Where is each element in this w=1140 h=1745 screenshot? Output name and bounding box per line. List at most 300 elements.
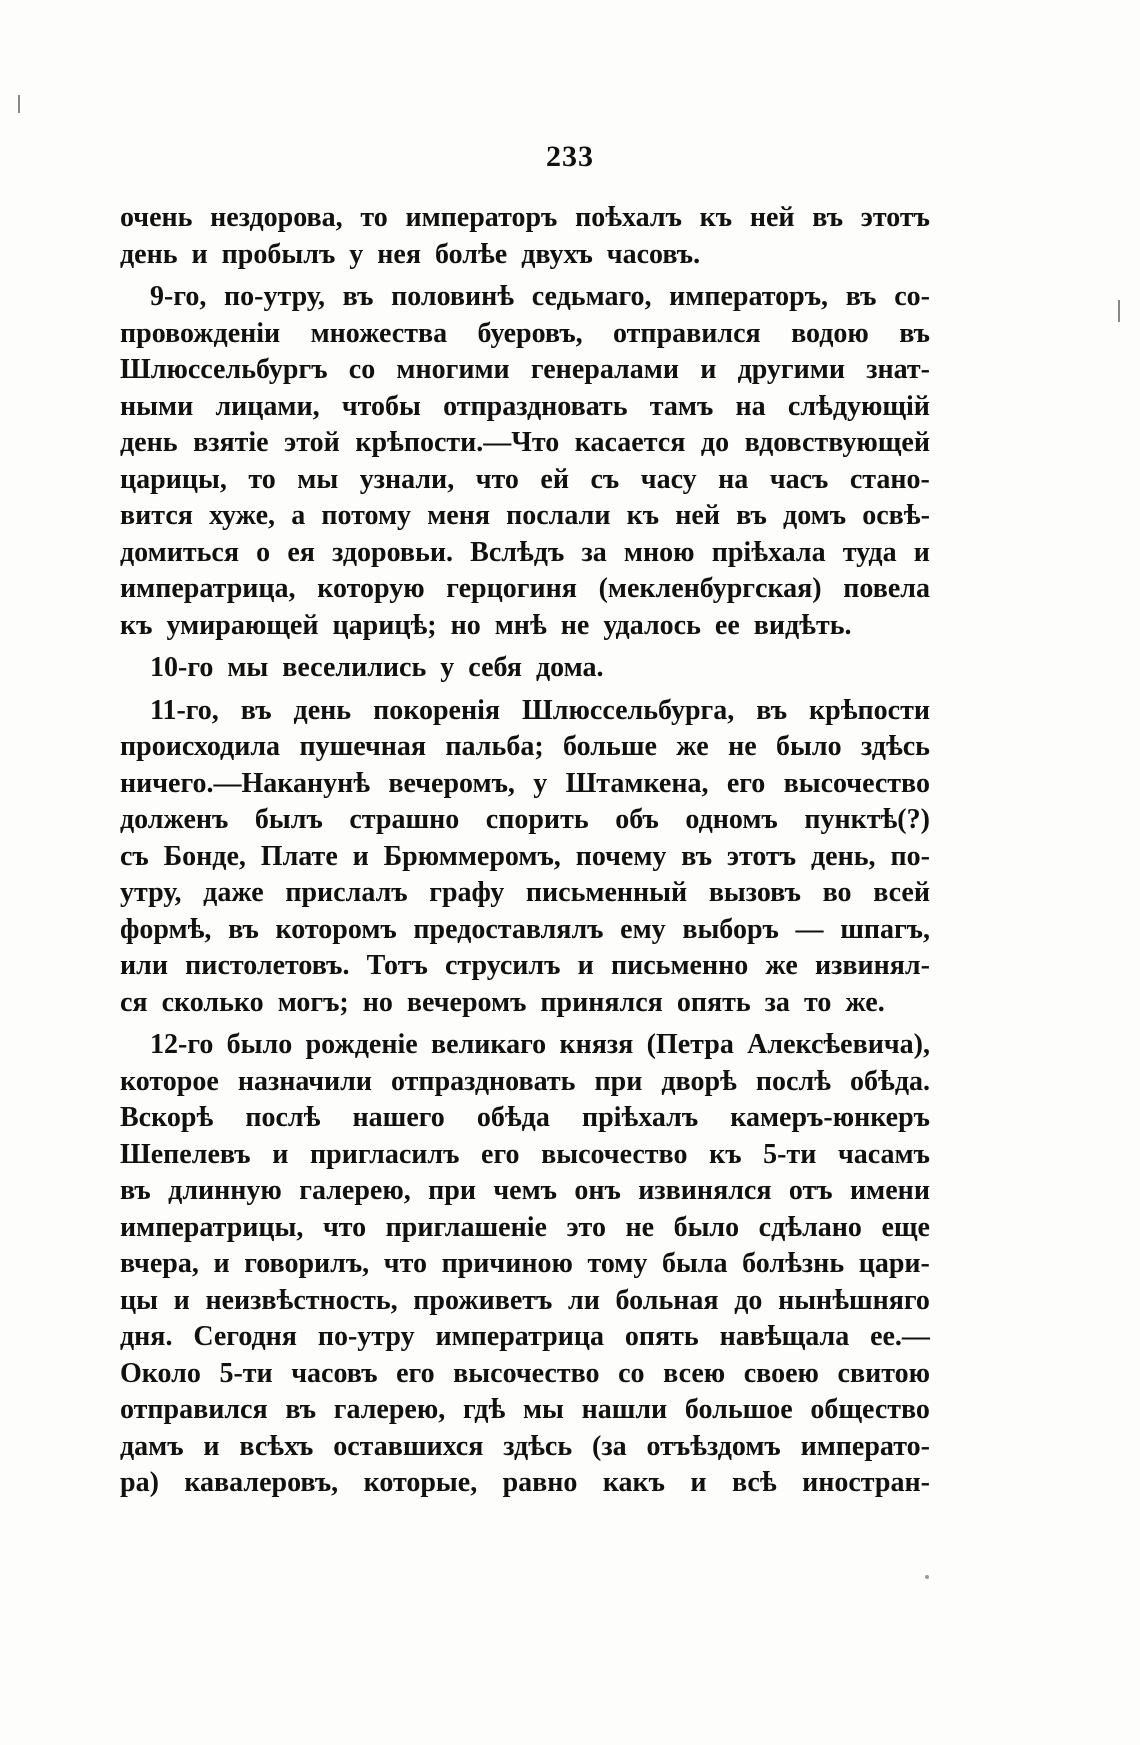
word: стано- — [849, 463, 930, 495]
word: его — [396, 1357, 435, 1389]
word: въ — [240, 694, 272, 726]
word: и — [700, 354, 717, 385]
word: кавалеровъ, — [184, 1467, 339, 1498]
word: долженъ — [120, 804, 229, 835]
word: что — [383, 1248, 427, 1279]
word: чтобы — [341, 390, 421, 422]
word: тому — [587, 1248, 648, 1279]
word: какъ — [602, 1467, 666, 1498]
text-line — [120, 1246, 930, 1283]
word: общество — [810, 1394, 930, 1425]
word: мы — [297, 463, 339, 495]
text-line — [120, 389, 930, 426]
word: ея — [287, 536, 315, 568]
word: касается — [574, 427, 686, 458]
word: шпагъ, — [840, 913, 930, 945]
text-line — [120, 1137, 930, 1174]
word: 10-го — [150, 652, 214, 683]
word: въ — [812, 202, 844, 233]
word: нашего — [352, 1102, 445, 1133]
word: болѣе — [435, 238, 508, 270]
word: ее — [714, 609, 740, 641]
word: извинял- — [814, 950, 930, 981]
word: ничего.—Наканунѣ — [120, 767, 371, 799]
text-line — [120, 352, 930, 389]
word: но — [362, 986, 393, 1018]
word: и — [213, 1248, 230, 1279]
word: и — [272, 1138, 289, 1170]
word: которую — [317, 573, 425, 604]
word: пригласилъ — [309, 1138, 460, 1170]
word: высочество — [783, 767, 930, 799]
word: послѣ — [245, 1102, 321, 1133]
word: день — [120, 427, 178, 458]
word: ней — [749, 202, 795, 233]
word: камеръ-юнкеръ — [730, 1102, 930, 1133]
text-line — [120, 571, 930, 608]
text-line — [120, 985, 930, 1022]
word: до — [700, 427, 730, 458]
word: (Петра — [646, 1029, 734, 1060]
word: вится — [120, 500, 193, 531]
text-line — [120, 1392, 930, 1429]
word: ли — [568, 1284, 600, 1316]
word: его — [481, 1138, 520, 1170]
word: меня — [427, 500, 490, 531]
word: 5-ти — [763, 1138, 817, 1170]
text-line — [120, 802, 930, 839]
text-line — [120, 693, 930, 730]
text-line — [120, 316, 930, 353]
word: двухъ — [521, 238, 593, 270]
word: въ — [342, 281, 374, 312]
text-line — [120, 729, 930, 766]
word: другими — [737, 354, 845, 385]
word: удалось — [603, 609, 701, 641]
text-line — [120, 1465, 930, 1502]
word: потому — [321, 500, 412, 531]
word: императрица, — [120, 573, 296, 604]
word: чемъ — [493, 1175, 558, 1206]
word: видѣть. — [753, 609, 852, 641]
word: ей — [540, 463, 569, 495]
word: пробылъ — [221, 238, 336, 270]
word: всею — [663, 1357, 726, 1389]
word: умирающей — [166, 609, 319, 641]
word: которое — [120, 1065, 219, 1097]
word: сколько — [161, 986, 264, 1018]
text-line — [120, 1319, 930, 1356]
word: хуже, — [209, 500, 276, 531]
scan-edge-mark — [18, 95, 20, 113]
word: и — [352, 840, 369, 872]
text-line — [120, 875, 930, 912]
text-line — [120, 200, 930, 237]
word: за — [581, 536, 607, 568]
word: была — [661, 1248, 728, 1279]
word: по- — [890, 840, 930, 872]
word: обѣда — [476, 1102, 550, 1133]
word: что — [475, 463, 519, 495]
word: у — [533, 767, 548, 799]
word: не — [560, 609, 590, 641]
word: со- — [894, 281, 930, 312]
word: даже — [203, 877, 264, 908]
word: навѣщала — [719, 1321, 850, 1352]
word: и — [191, 238, 208, 270]
word: день — [120, 238, 178, 270]
word: извинялся — [638, 1175, 772, 1206]
word: Сегодня — [193, 1321, 297, 1352]
word: приглашеніе — [385, 1211, 547, 1243]
word: вечеромъ, — [388, 767, 515, 799]
word: формѣ, — [120, 913, 212, 945]
text-line — [120, 766, 930, 803]
word: императоръ, — [669, 281, 829, 312]
word: же — [676, 731, 709, 762]
word: предоставлялъ — [413, 913, 604, 945]
word: неизвѣстность, — [205, 1284, 398, 1316]
word: галерею, — [299, 1175, 411, 1206]
word: онъ — [574, 1175, 621, 1206]
word: герцогиня — [446, 573, 577, 604]
word: буеровъ, — [477, 317, 583, 349]
word: слѣдующій — [787, 390, 930, 422]
word: нездорова, — [210, 202, 343, 233]
word: иностран- — [802, 1467, 930, 1498]
word: узнали, — [359, 463, 455, 495]
word: пунктѣ(?) — [804, 804, 930, 835]
word: — — [795, 913, 824, 945]
word: оставшихся — [333, 1430, 484, 1462]
text-line — [120, 237, 930, 274]
word: веселились — [282, 652, 427, 683]
word: высочество — [541, 1138, 688, 1170]
word: въ — [736, 500, 767, 531]
word: ее.— — [870, 1321, 930, 1352]
word: больше — [563, 731, 657, 762]
word: въ — [681, 840, 713, 872]
word: къ — [626, 500, 660, 531]
word: мнѣ — [494, 609, 547, 641]
word: пальба; — [445, 731, 544, 762]
word: и — [173, 1284, 190, 1316]
word: ся — [120, 986, 148, 1018]
text-line — [120, 1100, 930, 1137]
word: выборъ — [682, 913, 779, 945]
word: послѣ — [755, 1065, 831, 1097]
word: дамъ — [120, 1430, 184, 1462]
word: своею — [743, 1357, 819, 1389]
word: Штамкена, — [565, 767, 709, 799]
word: же. — [845, 986, 885, 1018]
word: утру, — [120, 877, 182, 908]
text-line — [120, 650, 930, 687]
word: высочество — [453, 1357, 600, 1389]
word: ней — [675, 500, 720, 531]
word: въ — [120, 1175, 151, 1206]
word: за — [764, 986, 790, 1018]
text-line — [120, 1064, 930, 1101]
word: дома. — [535, 652, 604, 683]
word: свитою — [837, 1357, 930, 1389]
word: въ — [756, 694, 788, 726]
word: дворѣ — [661, 1065, 737, 1097]
word: же — [765, 950, 798, 981]
word: опять — [624, 1321, 699, 1352]
word: съ — [120, 840, 149, 872]
word: 5-ти — [219, 1357, 273, 1389]
word: и — [203, 1430, 220, 1462]
word: до — [734, 1284, 763, 1316]
word: къ — [120, 609, 153, 641]
word: въ — [285, 1394, 317, 1425]
word: но — [450, 609, 481, 641]
word: въ — [899, 317, 930, 349]
word: гдѣ — [462, 1394, 506, 1425]
word: царицѣ; — [332, 609, 437, 641]
word: Вслѣдъ — [470, 536, 565, 568]
word: отправился — [613, 317, 761, 349]
word: длинную — [168, 1175, 282, 1206]
word: этой — [284, 427, 340, 458]
word: отпраздновать — [391, 1065, 576, 1097]
word: галерею, — [333, 1394, 446, 1425]
word: отправился — [120, 1394, 268, 1425]
word: цари- — [858, 1248, 930, 1279]
word: этотъ — [860, 202, 930, 233]
word: здѣсь — [861, 731, 930, 762]
word: императоръ — [405, 202, 558, 233]
text-line — [120, 498, 930, 535]
word: здѣсь — [503, 1430, 573, 1462]
word: часамъ — [837, 1138, 930, 1170]
word: седьмаго, — [531, 281, 652, 312]
word: имени — [850, 1175, 930, 1206]
word: 12-го — [150, 1029, 214, 1060]
word: здоровьи. — [332, 536, 453, 568]
word: отпраздновать — [443, 390, 628, 422]
word: пріѣхала — [711, 536, 826, 568]
word: болѣзнь — [742, 1248, 845, 1279]
word: князя — [559, 1029, 634, 1060]
word: отъѣздомъ — [646, 1430, 781, 1462]
word: (мекленбургская) — [598, 573, 822, 604]
word: у — [349, 238, 364, 270]
word: происходила — [120, 731, 281, 762]
word: ра) — [120, 1467, 159, 1498]
word: всѣхъ — [239, 1430, 314, 1462]
word: послали — [506, 500, 611, 531]
word: отъ — [788, 1175, 833, 1206]
word: туда — [842, 536, 897, 568]
word: 9-го, — [150, 281, 207, 312]
word: и — [913, 536, 930, 568]
word: принялся — [540, 986, 663, 1018]
word: рожденіе — [305, 1029, 418, 1060]
word: страшно — [349, 804, 460, 835]
word: генералами — [530, 354, 679, 385]
word: Шепелевъ — [120, 1138, 251, 1170]
word: при — [594, 1065, 643, 1097]
word: больная — [615, 1284, 719, 1316]
word: которомъ — [275, 913, 397, 945]
text-line — [120, 1027, 930, 1064]
word: то — [248, 463, 276, 495]
word: покоренія — [373, 694, 501, 726]
word: при — [428, 1175, 476, 1206]
word: спорить — [485, 804, 589, 835]
word: себя — [468, 652, 522, 683]
scan-edge-mark — [1118, 300, 1120, 322]
word: вчера, — [120, 1248, 199, 1279]
word: пріѣхалъ — [581, 1102, 699, 1133]
word: во — [822, 877, 852, 908]
word: со — [348, 354, 376, 385]
word: Алексѣевича), — [747, 1029, 930, 1060]
word: дня. — [120, 1321, 173, 1352]
word: почему — [575, 840, 667, 872]
word: Шлюссельбурга, — [522, 694, 735, 726]
word: проживетъ — [413, 1284, 553, 1316]
text-line — [120, 1173, 930, 1210]
word: день — [293, 694, 352, 726]
word: Бонде, — [163, 840, 246, 872]
word: (за — [592, 1430, 627, 1462]
word: вызовъ — [708, 877, 801, 908]
text-line — [120, 1356, 930, 1393]
word: которые, — [363, 1467, 478, 1498]
word: о — [256, 536, 271, 568]
word: крѣпости — [809, 694, 930, 726]
word: мною — [623, 536, 695, 568]
word: ему — [620, 913, 666, 945]
word: ными — [120, 390, 194, 422]
word: крѣпости.—Что — [355, 427, 560, 458]
word: къ — [709, 1138, 742, 1170]
word: то — [803, 986, 832, 1018]
word: Около — [120, 1357, 201, 1389]
word: освѣ- — [862, 500, 930, 531]
word: царицы, — [120, 463, 227, 495]
word: а — [291, 500, 306, 531]
text-line — [120, 839, 930, 876]
word: назначили — [237, 1065, 372, 1097]
word: вдовствующей — [744, 427, 930, 458]
text-line — [120, 608, 930, 645]
word: Брюммеромъ, — [383, 840, 561, 872]
word: еще — [881, 1211, 930, 1243]
word: Плате — [260, 840, 338, 872]
word: поѣхалъ — [575, 202, 682, 233]
text-line — [120, 462, 930, 499]
word: императрицы, — [120, 1211, 304, 1243]
word: часовъ. — [606, 238, 701, 270]
word: говорилъ, — [244, 1248, 370, 1279]
word: императрица — [435, 1321, 604, 1352]
word: пистолетовъ. — [185, 950, 350, 981]
word: пушечная — [299, 731, 427, 762]
word: было — [226, 1029, 293, 1060]
text-line — [120, 1283, 930, 1320]
word: что — [322, 1211, 367, 1243]
word: на — [735, 390, 766, 422]
word: съ — [590, 463, 620, 495]
word: объ — [615, 804, 659, 835]
word: у — [440, 652, 455, 683]
word: половинѣ — [391, 281, 515, 312]
word: былъ — [254, 804, 323, 835]
word: вечеромъ — [406, 986, 527, 1018]
text-line — [120, 948, 930, 985]
word: цы — [120, 1284, 158, 1316]
word: письменный — [525, 877, 688, 908]
scan-speck — [925, 1575, 929, 1579]
word: причиною — [441, 1248, 573, 1279]
text-line — [120, 535, 930, 572]
word: Тотъ — [366, 950, 428, 981]
word: на — [718, 463, 749, 495]
word: въ — [228, 913, 259, 945]
word: очень — [120, 202, 193, 233]
word: 11-го, — [150, 694, 219, 726]
word: къ — [699, 202, 733, 233]
word: и — [577, 950, 594, 981]
word: со — [618, 1357, 645, 1389]
word: и — [690, 1467, 707, 1498]
word: сдѣлано — [758, 1211, 862, 1243]
word: нашли — [581, 1394, 668, 1425]
text-line — [120, 425, 930, 462]
word: нынѣшняго — [778, 1284, 930, 1316]
word: множества — [310, 317, 448, 349]
word: прислалъ — [285, 877, 408, 908]
word: это — [566, 1211, 606, 1243]
word: великаго — [431, 1029, 547, 1060]
word: нея — [377, 238, 421, 270]
word: струсилъ — [444, 950, 561, 981]
word: этотъ — [726, 840, 797, 872]
word: домиться — [120, 536, 239, 568]
word: обѣда. — [850, 1065, 930, 1097]
word: письменно — [610, 950, 749, 981]
word: одномъ — [685, 804, 778, 835]
word: знат- — [866, 354, 930, 385]
word: повела — [843, 573, 930, 604]
word: графу — [429, 877, 505, 908]
word: многими — [396, 354, 510, 385]
word: всѣ — [731, 1467, 777, 1498]
word: Шлюссельбургъ — [120, 354, 328, 385]
text-line — [120, 1429, 930, 1466]
word: Вскорѣ — [120, 1102, 214, 1133]
word: взятіе — [193, 427, 269, 458]
word: большое — [684, 1394, 793, 1425]
word: равно — [502, 1467, 578, 1498]
word: по-утру — [317, 1321, 415, 1352]
word: тамъ — [649, 390, 714, 422]
word: не — [625, 1211, 655, 1243]
text-line — [120, 279, 930, 316]
word: то — [360, 202, 388, 233]
word: не — [728, 731, 757, 762]
word: или — [120, 950, 168, 981]
word: въ — [845, 281, 877, 312]
page-number: 233 — [546, 140, 594, 173]
word: было — [673, 1211, 740, 1243]
word: провожденіи — [120, 317, 281, 349]
word: часъ — [769, 463, 829, 495]
